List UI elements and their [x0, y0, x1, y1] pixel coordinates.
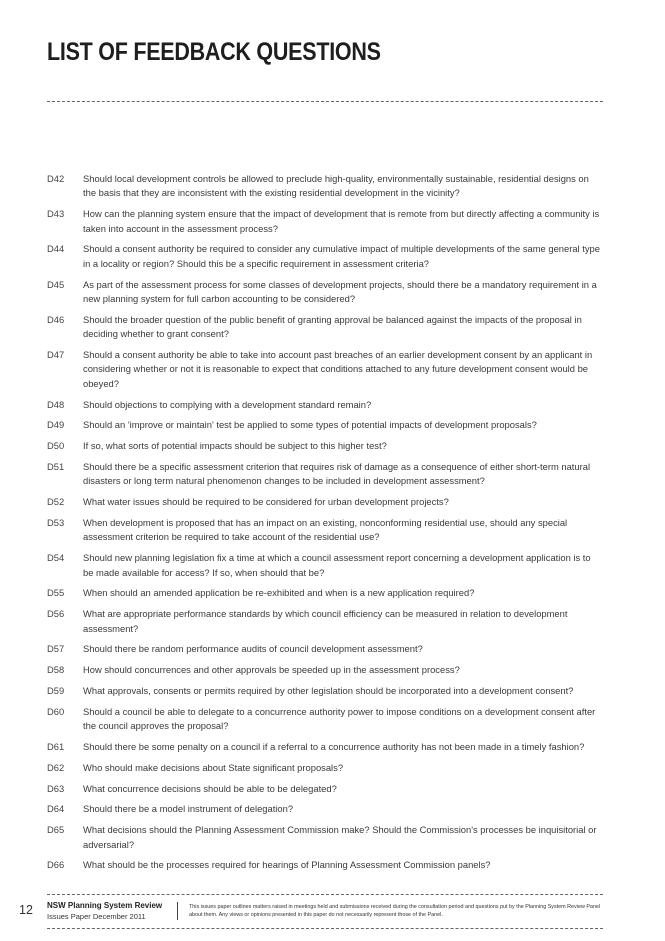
question-code: D66 [47, 859, 65, 871]
question-text: What should be the processes required for hearings of Planning Assessment Commission panels? [83, 859, 491, 871]
question-item [47, 495, 603, 509]
question-text: Should objections to complying with a development standard remain? [83, 398, 372, 410]
question-text: Should a council be able to delegate to a concurrence authority power to impose conditions on a development consent after the council approves the proposal? [83, 705, 596, 732]
question-item [47, 802, 603, 816]
question-text: What water issues should be required to be considered for urban development projects? [83, 496, 449, 508]
footer-publication [47, 900, 162, 922]
question-item [47, 684, 603, 698]
footer-separator [177, 902, 178, 920]
question-item [47, 586, 603, 600]
question-item [47, 207, 603, 236]
question-code: D61 [47, 741, 65, 753]
question-item [47, 348, 603, 391]
question-item [47, 460, 603, 489]
question-code: D52 [47, 496, 65, 508]
question-item [47, 761, 603, 775]
question-code: D59 [47, 685, 65, 697]
question-code: D43 [47, 208, 65, 220]
question-code: D55 [47, 587, 65, 599]
question-code: D47 [47, 349, 65, 361]
question-text: What decisions should the Planning Assessment Commission make? Should the Commission's processes be inquisitorial or adversarial? [83, 824, 597, 850]
question-item [47, 242, 603, 271]
page-title: LIST OF FEEDBACK QUESTIONS [47, 38, 381, 66]
question-item [47, 823, 603, 852]
question-text: When should an amended application be re-exhibited and when is a new application required? [83, 587, 475, 599]
question-item [47, 782, 603, 796]
question-item [47, 551, 603, 580]
page-number: 12 [19, 903, 33, 917]
question-text: Should there be random performance audits of council development assessment? [83, 643, 423, 655]
question-code: D44 [47, 243, 65, 255]
question-code: D57 [47, 643, 65, 655]
question-item [47, 516, 603, 545]
question-text: As part of the assessment process for some classes of development projects, should there be a mandatory requirement in a new planning system for full carbon accounting to be considered? [83, 278, 597, 305]
question-code: D63 [47, 782, 65, 794]
question-code: D54 [47, 552, 65, 564]
question-code: D58 [47, 664, 65, 676]
question-code: D51 [47, 461, 65, 473]
question-code: D56 [47, 608, 65, 620]
question-item [47, 313, 603, 342]
question-text: What are appropriate performance standards by which council efficiency can be measured in relation to development assessment? [83, 608, 568, 634]
question-item [47, 278, 603, 307]
footer-disclaimer: This issues paper outlines matters raised in meetings held and submissions received during the consultation period and questions put by the Planning System Review Panel about them. Any views or opinions presented in this paper do not necessarily represent those of the Panel. [189, 904, 601, 918]
publication-issue: Issues Paper December 2011 [47, 912, 146, 921]
question-code: D42 [47, 173, 65, 184]
question-code: D62 [47, 761, 65, 773]
question-item [47, 663, 603, 677]
question-text: Should local development controls be allowed to preclude high-quality, environmentally sustainable, residential designs on the basis that they are inconsistent with the existing residential development in the vicinity? [83, 173, 589, 199]
question-code: D50 [47, 440, 65, 452]
question-code: D49 [47, 419, 65, 431]
question-code: D65 [47, 824, 65, 836]
footer-divider-top [47, 894, 603, 895]
question-text: Should a consent authority be able to take into account past breaches of an earlier development consent by an applicant in considering whether or not it is reasonable to expect that conditions attached to any future development consent would be obeyed? [83, 349, 593, 389]
question-code: D48 [47, 398, 65, 410]
question-item [47, 172, 603, 201]
feedback-question-list [47, 172, 603, 879]
question-item [47, 607, 603, 636]
footer-divider-bottom [47, 928, 603, 929]
question-text: If so, what sorts of potential impacts should be subject to this higher test? [83, 440, 387, 452]
question-text: How can the planning system ensure that the impact of development that is remote from but directly affecting a community is taken into account in the assessment process? [83, 208, 600, 234]
question-text: Should there be a model instrument of delegation? [83, 803, 294, 815]
question-item [47, 705, 603, 734]
question-text: What approvals, consents or permits required by other legislation should be incorporated into a development consent? [83, 685, 574, 697]
question-text: Should there be some penalty on a council if a referral to a concurrence authority has not been made in a timely fashion? [83, 741, 585, 753]
question-code: D45 [47, 278, 65, 290]
header-divider [47, 101, 603, 102]
question-item [47, 740, 603, 754]
question-code: D53 [47, 517, 65, 529]
question-code: D46 [47, 313, 65, 325]
question-text: Should the broader question of the public benefit of granting approval be balanced against the impacts of the proposal in deciding whether to grant consent? [83, 313, 582, 340]
question-text: Should a consent authority be required to consider any cumulative impact of multiple developments of the same general type in a locality or region? Should this be a specific requirement in assessment criteria? [83, 243, 600, 269]
question-text: When development is proposed that has an impact on an existing, nonconforming residential use, should any special assessment criterion be required to take account of the residential use? [83, 517, 568, 543]
question-code: D60 [47, 705, 65, 717]
question-code: D64 [47, 803, 65, 815]
question-item [47, 439, 603, 453]
question-text: What concurrence decisions should be able to be delegated? [83, 782, 337, 794]
question-text: Should an 'improve or maintain' test be applied to some types of potential impacts of development proposals? [83, 419, 537, 431]
question-text: Should new planning legislation fix a time at which a council assessment report concerning a development application is to be made available for access? If so, when should that be? [83, 552, 591, 578]
question-item [47, 858, 603, 872]
question-text: How should concurrences and other approvals be speeded up in the assessment process? [83, 664, 460, 676]
question-text: Should there be a specific assessment criterion that requires risk of damage as a consequence of either short-term natural disasters or long term natural phenomenon changes to be included in development assessment? [83, 461, 591, 487]
question-item [47, 642, 603, 656]
question-text: Who should make decisions about State significant proposals? [83, 761, 344, 773]
question-item [47, 398, 603, 412]
question-item [47, 418, 603, 432]
publication-title: NSW Planning System Review [47, 901, 163, 910]
